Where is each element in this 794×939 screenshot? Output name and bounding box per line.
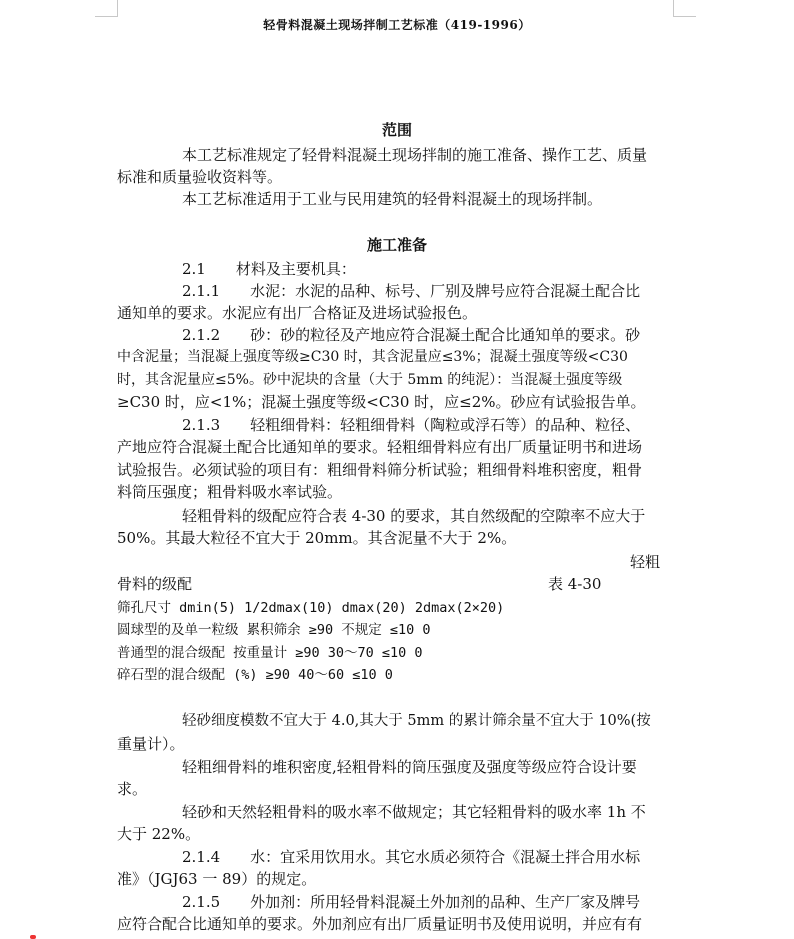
paragraph-line: 轻砂细度模数不宜大于 4.0,其大于 5mm 的累计筛余量不宜大于 10%(按 (182, 713, 651, 729)
paragraph-line: 中含泥量；当混凝上强度等级≥C30 时，其含泥量应≤3%；混凝土强度等级<C30 (117, 349, 628, 365)
paragraph-line: 2.1.1 水泥：水泥的品种、标号、厂别及牌号应符合混凝土配合比 (182, 282, 641, 300)
paragraph-line: ≥C30 时，应<1%；混凝土强度等级<C30 时，应≤2%。砂应有试验报告单。 (117, 393, 646, 411)
table-row: 筛孔尺寸 dmin(5) 1/2dmax(10) dmax(20) 2dmax(2×20) (117, 600, 505, 616)
paragraph-line: 求。 (117, 780, 148, 798)
paragraph-line: 轻砂和天然轻粗骨料的吸水率不做规定；其它轻粗骨料的吸水率 1h 不 (182, 803, 646, 821)
paragraph-line: 试验报告。必须试验的项目有：粗细骨料筛分析试验；粗细骨料堆积密度，粗骨 (117, 461, 643, 479)
page-corner-mark-right (673, 0, 696, 17)
paragraph-line: 轻粗细骨料的堆积密度,轻粗骨料的筒压强度及强度等级应符合设计要 (182, 758, 637, 776)
table-row: 圆球型的及单一粒级 累积筛余 ≥90 不规定 ≤10 0 (117, 622, 431, 638)
paragraph-line: 时，其含泥量应≤5%。砂中泥块的含量（大于 5mm 的纯泥）：当混凝土强度等级 (117, 372, 623, 388)
paragraph-line: 2.1.4 水：宜采用饮用水。其它水质必须符合《混凝土拌合用水标 (182, 848, 641, 866)
table-row: 碎石型的混合级配 (%) ≥90 40～60 ≤10 0 (117, 667, 393, 683)
table-caption-part: 骨料的级配 (117, 575, 193, 593)
paragraph-line: 2.1.2 砂：砂的粒径及产地应符合混凝土配合比通知单的要求。砂 (182, 326, 641, 344)
page-header-title: 轻骨料混凝土现场拌制工艺标准（419-1996） (263, 18, 531, 32)
paragraph-line: 50%。其最大粒径不宜大于 20mm。其含泥量不大于 2%。 (117, 529, 517, 547)
paragraph-line: 轻粗骨料的级配应符合表 4-30 的要求，其自然级配的空隙率不应大于 (182, 507, 646, 525)
table-row: 普通型的混合级配 按重量计 ≥90 30～70 ≤10 0 (117, 645, 423, 661)
paragraph-line: 料筒压强度；粗骨料吸水率试验。 (117, 483, 343, 501)
paragraph-line: 产地应符合混凝土配合比通知单的要求。轻粗细骨料应有出厂质量证明书和进场 (117, 438, 643, 456)
section-title-preparation: 施工准备 (366, 236, 427, 254)
table-number: 表 4-30 (548, 575, 602, 593)
paragraph-line: 2.1.5 外加剂：所用轻骨料混凝土外加剂的品种、生产厂家及牌号 (182, 893, 641, 911)
page-corner-mark-left (95, 0, 118, 17)
paragraph-line: 大于 22%。 (117, 825, 201, 843)
paragraph-line: 2.1.3 轻粗细骨料：轻粗细骨料（陶粒或浮石等）的品种、粒径、 (182, 416, 641, 434)
paragraph-line: 标准和质量验收资料等。 (117, 168, 283, 186)
paragraph-line: 本工艺标准规定了轻骨料混凝土现场拌制的施工准备、操作工艺、质量 (182, 146, 648, 164)
paragraph-line: 通知单的要求。水泥应有出厂合格证及进场试验报色。 (117, 304, 478, 322)
section-title-scope: 范围 (381, 121, 412, 139)
paragraph-line: 2.1 材料及主要机具： (182, 260, 356, 278)
paragraph-line: 应符合配合比通知单的要求。外加剂应有出厂质量证明书及使用说明，并应有有 (117, 915, 643, 933)
paragraph-line: 准》（JGJ63 一 89）的规定。 (117, 870, 317, 888)
paragraph-line: 重量计）。 (117, 735, 185, 753)
cursor-mark (30, 935, 36, 939)
paragraph-line: 本工艺标准适用于工业与民用建筑的轻骨料混凝土的现场拌制。 (182, 190, 603, 208)
table-caption-part: 轻粗 (630, 553, 661, 571)
